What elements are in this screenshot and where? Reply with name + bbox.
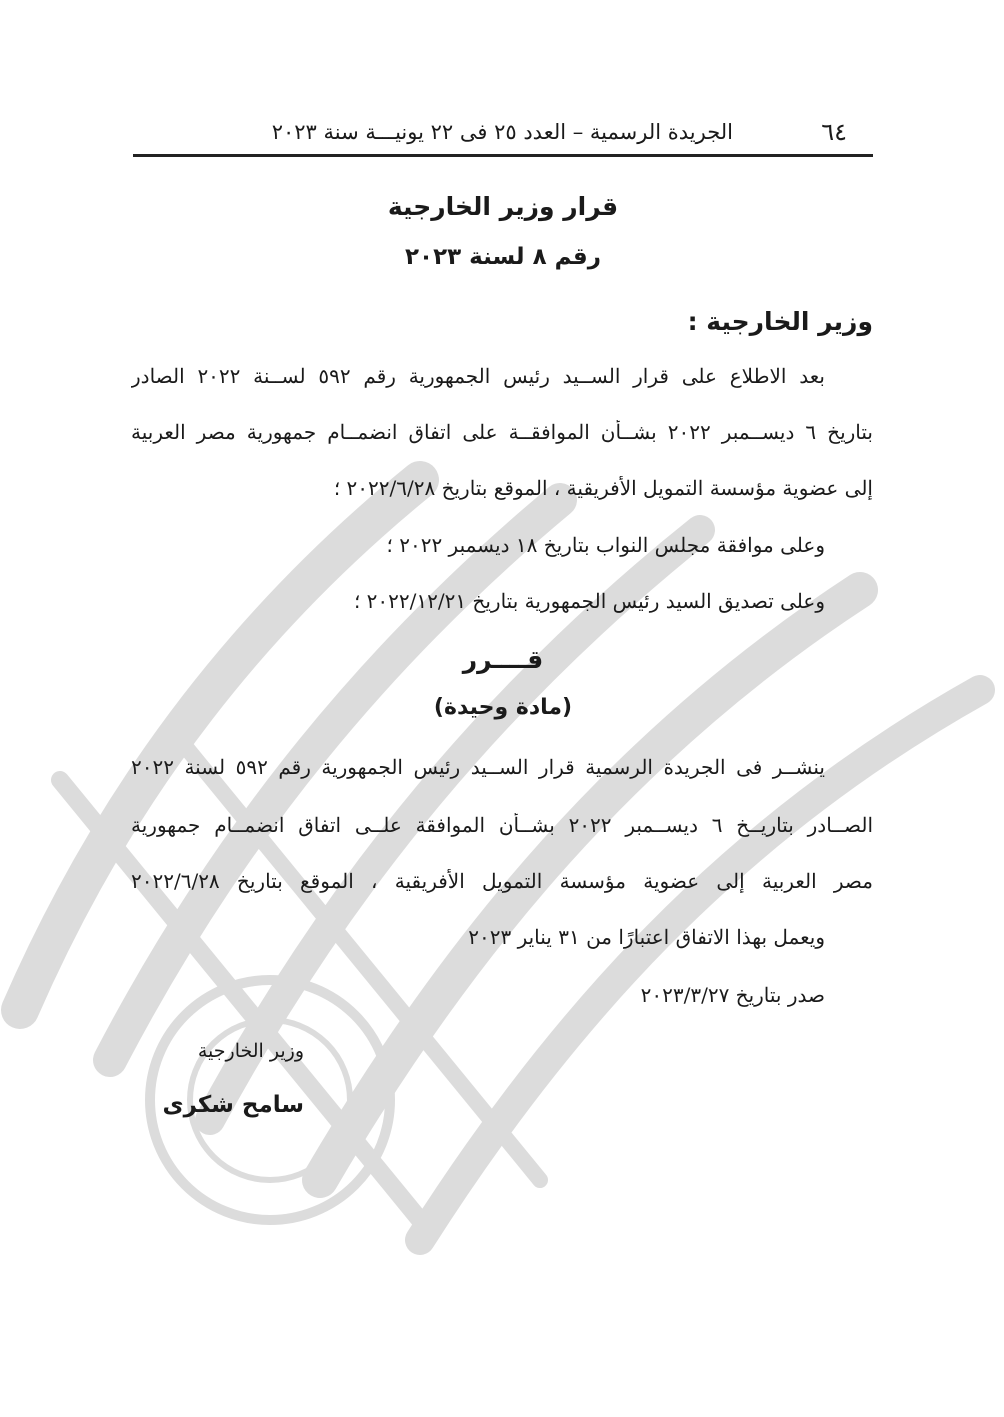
page-header xyxy=(133,112,873,157)
preamble-line: بعد الاطلاع على قرار الســيد رئيس الجمهورية رقم ٥٩٢ لســنة ٢٠٢٢ الصادر xyxy=(131,364,825,388)
signature-name: سامح شكرى xyxy=(162,1092,304,1118)
preamble-line: وعلى موافقة مجلس النواب بتاريخ ١٨ ديسمبر ٢٠٢٢ ؛ xyxy=(386,533,825,557)
decree-number: رقم ٨ لسنة ٢٠٢٣ xyxy=(405,244,601,270)
decision-word: قــــرر xyxy=(462,645,544,674)
running-head: الجريدة الرسمية – العدد ٢٥ فى ٢٢ يونيـــة سنة ٢٠٢٣ xyxy=(271,120,733,144)
article-heading: (مادة وحيدة) xyxy=(433,695,573,720)
article-line: ينشــر فى الجريدة الرسمية قرار الســيد رئيس الجمهورية رقم ٥٩٢ لسنة ٢٠٢٢ xyxy=(131,755,825,779)
article-line: ويعمل بهذا الاتفاق اعتبارًا من ٣١ يناير ٢٠٢٣ xyxy=(468,925,825,949)
article-line: الصــادر بتاريــخ ٦ ديســمبر ٢٠٢٢ بشــأن الموافقة علــى اتفاق انضمــام جمهورية xyxy=(131,813,873,837)
article-line: مصر العربية إلى عضوية مؤسسة التمويل الأفريقية ، الموقع بتاريخ ٢٠٢٢/٦/٢٨ xyxy=(131,869,873,893)
decree-title: قرار وزير الخارجية xyxy=(387,192,619,221)
issued-date: صدر بتاريخ ٢٠٢٣/٣/٢٧ xyxy=(640,983,825,1007)
signature-title: وزير الخارجية xyxy=(197,1040,304,1062)
minister-label: وزير الخارجية : xyxy=(687,307,873,336)
preamble-line: بتاريخ ٦ ديســمبر ٢٠٢٢ بشــأن الموافقــة على اتفاق انضمــام جمهورية مصر العربية xyxy=(131,420,873,444)
preamble-line: إلى عضوية مؤسسة التمويل الأفريقية ، الموقع بتاريخ ٢٠٢٢/٦/٢٨ ؛ xyxy=(333,476,873,500)
preamble-line: وعلى تصديق السيد رئيس الجمهورية بتاريخ ٢٠٢٢/١٢/٢١ ؛ xyxy=(353,589,825,613)
page-number: ٦٤ xyxy=(821,118,847,146)
